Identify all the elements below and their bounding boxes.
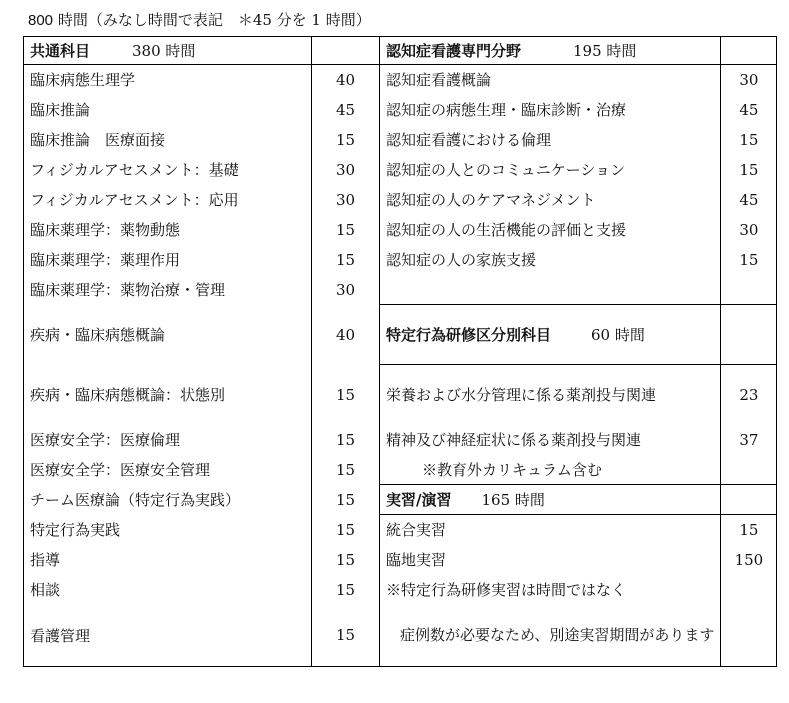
dementia-empty-cell <box>380 275 721 305</box>
common-row-name: 看護管理 <box>24 605 312 667</box>
specific-row-value: 23 <box>721 365 777 425</box>
specific-note <box>380 455 721 485</box>
common-row-name: 臨床推論 <box>24 95 312 125</box>
common-header <box>24 37 312 65</box>
common-row-value: 15 <box>312 125 380 155</box>
common-row-name: 疾病・臨床病態概論 <box>24 305 312 365</box>
dementia-hours: 195 時間 <box>573 42 637 60</box>
common-header-value <box>312 37 380 65</box>
practice-note-2-text: 症例数が必要なため、別途実習期間があります <box>400 626 715 645</box>
dementia-row-value: 15 <box>721 155 777 185</box>
specific-note-value <box>721 455 777 485</box>
dementia-row-value: 15 <box>721 245 777 275</box>
common-row-value: 15 <box>312 365 380 425</box>
dementia-row-name: 認知症の人とのコミュニケーション <box>380 155 721 185</box>
practice-header-value <box>721 485 777 515</box>
practice-header <box>380 485 721 515</box>
practice-row-value: 15 <box>721 515 777 545</box>
practice-title: 実習/演習 <box>386 491 452 509</box>
dementia-row-name: 認知症の人の家族支援 <box>380 245 721 275</box>
common-row-name: 疾病・臨床病態概論：状態別 <box>24 365 312 425</box>
common-row-name: フィジカルアセスメント：応用 <box>24 185 312 215</box>
specific-header <box>380 305 721 365</box>
common-row-name: 臨床薬理学：薬理作用 <box>24 245 312 275</box>
common-row-value: 30 <box>312 185 380 215</box>
common-row-value: 40 <box>312 65 380 95</box>
dementia-title: 認知症看護専門分野 <box>386 42 522 60</box>
common-row-name: フィジカルアセスメント：基礎 <box>24 155 312 185</box>
common-row-value: 15 <box>312 485 380 515</box>
common-row-value: 15 <box>312 215 380 245</box>
page-caption <box>28 9 371 30</box>
common-row-name: チーム医療論（特定行為実践） <box>24 485 312 515</box>
practice-note-value <box>721 605 777 667</box>
practice-hours: 165 時間 <box>481 491 545 509</box>
common-row-value: 40 <box>312 305 380 365</box>
specific-title: 特定行為研修区分別科目 <box>386 325 552 344</box>
dementia-empty-value <box>721 275 777 305</box>
specific-hours: 60 時間 <box>591 325 645 344</box>
practice-row-name: 統合実習 <box>380 515 721 545</box>
dementia-header <box>380 37 721 65</box>
dementia-row-name: 認知症の病態生理・臨床診断・治療 <box>380 95 721 125</box>
common-row-name: 指導 <box>24 545 312 575</box>
dementia-row-name: 認知症の人の生活機能の評価と支援 <box>380 215 721 245</box>
common-row-value: 30 <box>312 155 380 185</box>
curriculum-table <box>23 36 777 667</box>
common-hours: 380 時間 <box>132 42 196 60</box>
practice-row-name: 臨地実習 <box>380 545 721 575</box>
caption-hours: 800 <box>28 12 54 29</box>
common-row-name: 医療安全学：医療安全管理 <box>24 455 312 485</box>
common-row-value: 15 <box>312 245 380 275</box>
common-row-value: 15 <box>312 455 380 485</box>
common-row-value: 15 <box>312 605 380 667</box>
common-row-value: 15 <box>312 575 380 605</box>
dementia-row-name: 認知症の人のケアマネジメント <box>380 185 721 215</box>
specific-row-name: 精神及び神経症状に係る薬剤投与関連 <box>380 425 721 455</box>
dementia-row-name: 認知症看護における倫理 <box>380 125 721 155</box>
dementia-row-value: 30 <box>721 215 777 245</box>
practice-row-value: 150 <box>721 545 777 575</box>
practice-note-1: ※特定行為研修実習は時間ではなく <box>380 575 721 605</box>
common-row-name: 臨床推論 医療面接 <box>24 125 312 155</box>
common-row-name: 医療安全学：医療倫理 <box>24 425 312 455</box>
dementia-row-name: 認知症看護概論 <box>380 65 721 95</box>
specific-row-name: 栄養および水分管理に係る薬剤投与関連 <box>380 365 721 425</box>
common-row-name: 特定行為実践 <box>24 515 312 545</box>
specific-row-value: 37 <box>721 425 777 455</box>
common-row-value: 15 <box>312 515 380 545</box>
dementia-header-value <box>721 37 777 65</box>
common-row-value: 30 <box>312 275 380 305</box>
common-row-name: 臨床薬理学：薬物治療・管理 <box>24 275 312 305</box>
dementia-row-value: 45 <box>721 185 777 215</box>
common-row-name: 相談 <box>24 575 312 605</box>
specific-note-text: ※教育外カリキュラム含む <box>422 460 602 479</box>
common-row-value: 45 <box>312 95 380 125</box>
practice-note-2 <box>380 605 721 667</box>
dementia-row-value: 30 <box>721 65 777 95</box>
common-row-name: 臨床薬理学：薬物動態 <box>24 215 312 245</box>
common-row-value: 15 <box>312 425 380 455</box>
caption-text: 時間（みなし時間で表記 ＊45 分を 1 時間） <box>57 11 371 29</box>
practice-note-value <box>721 575 777 605</box>
common-row-value: 15 <box>312 545 380 575</box>
common-row-name: 臨床病態生理学 <box>24 65 312 95</box>
common-title: 共通科目 <box>30 42 91 60</box>
dementia-row-value: 45 <box>721 95 777 125</box>
specific-header-value <box>721 305 777 365</box>
dementia-row-value: 15 <box>721 125 777 155</box>
